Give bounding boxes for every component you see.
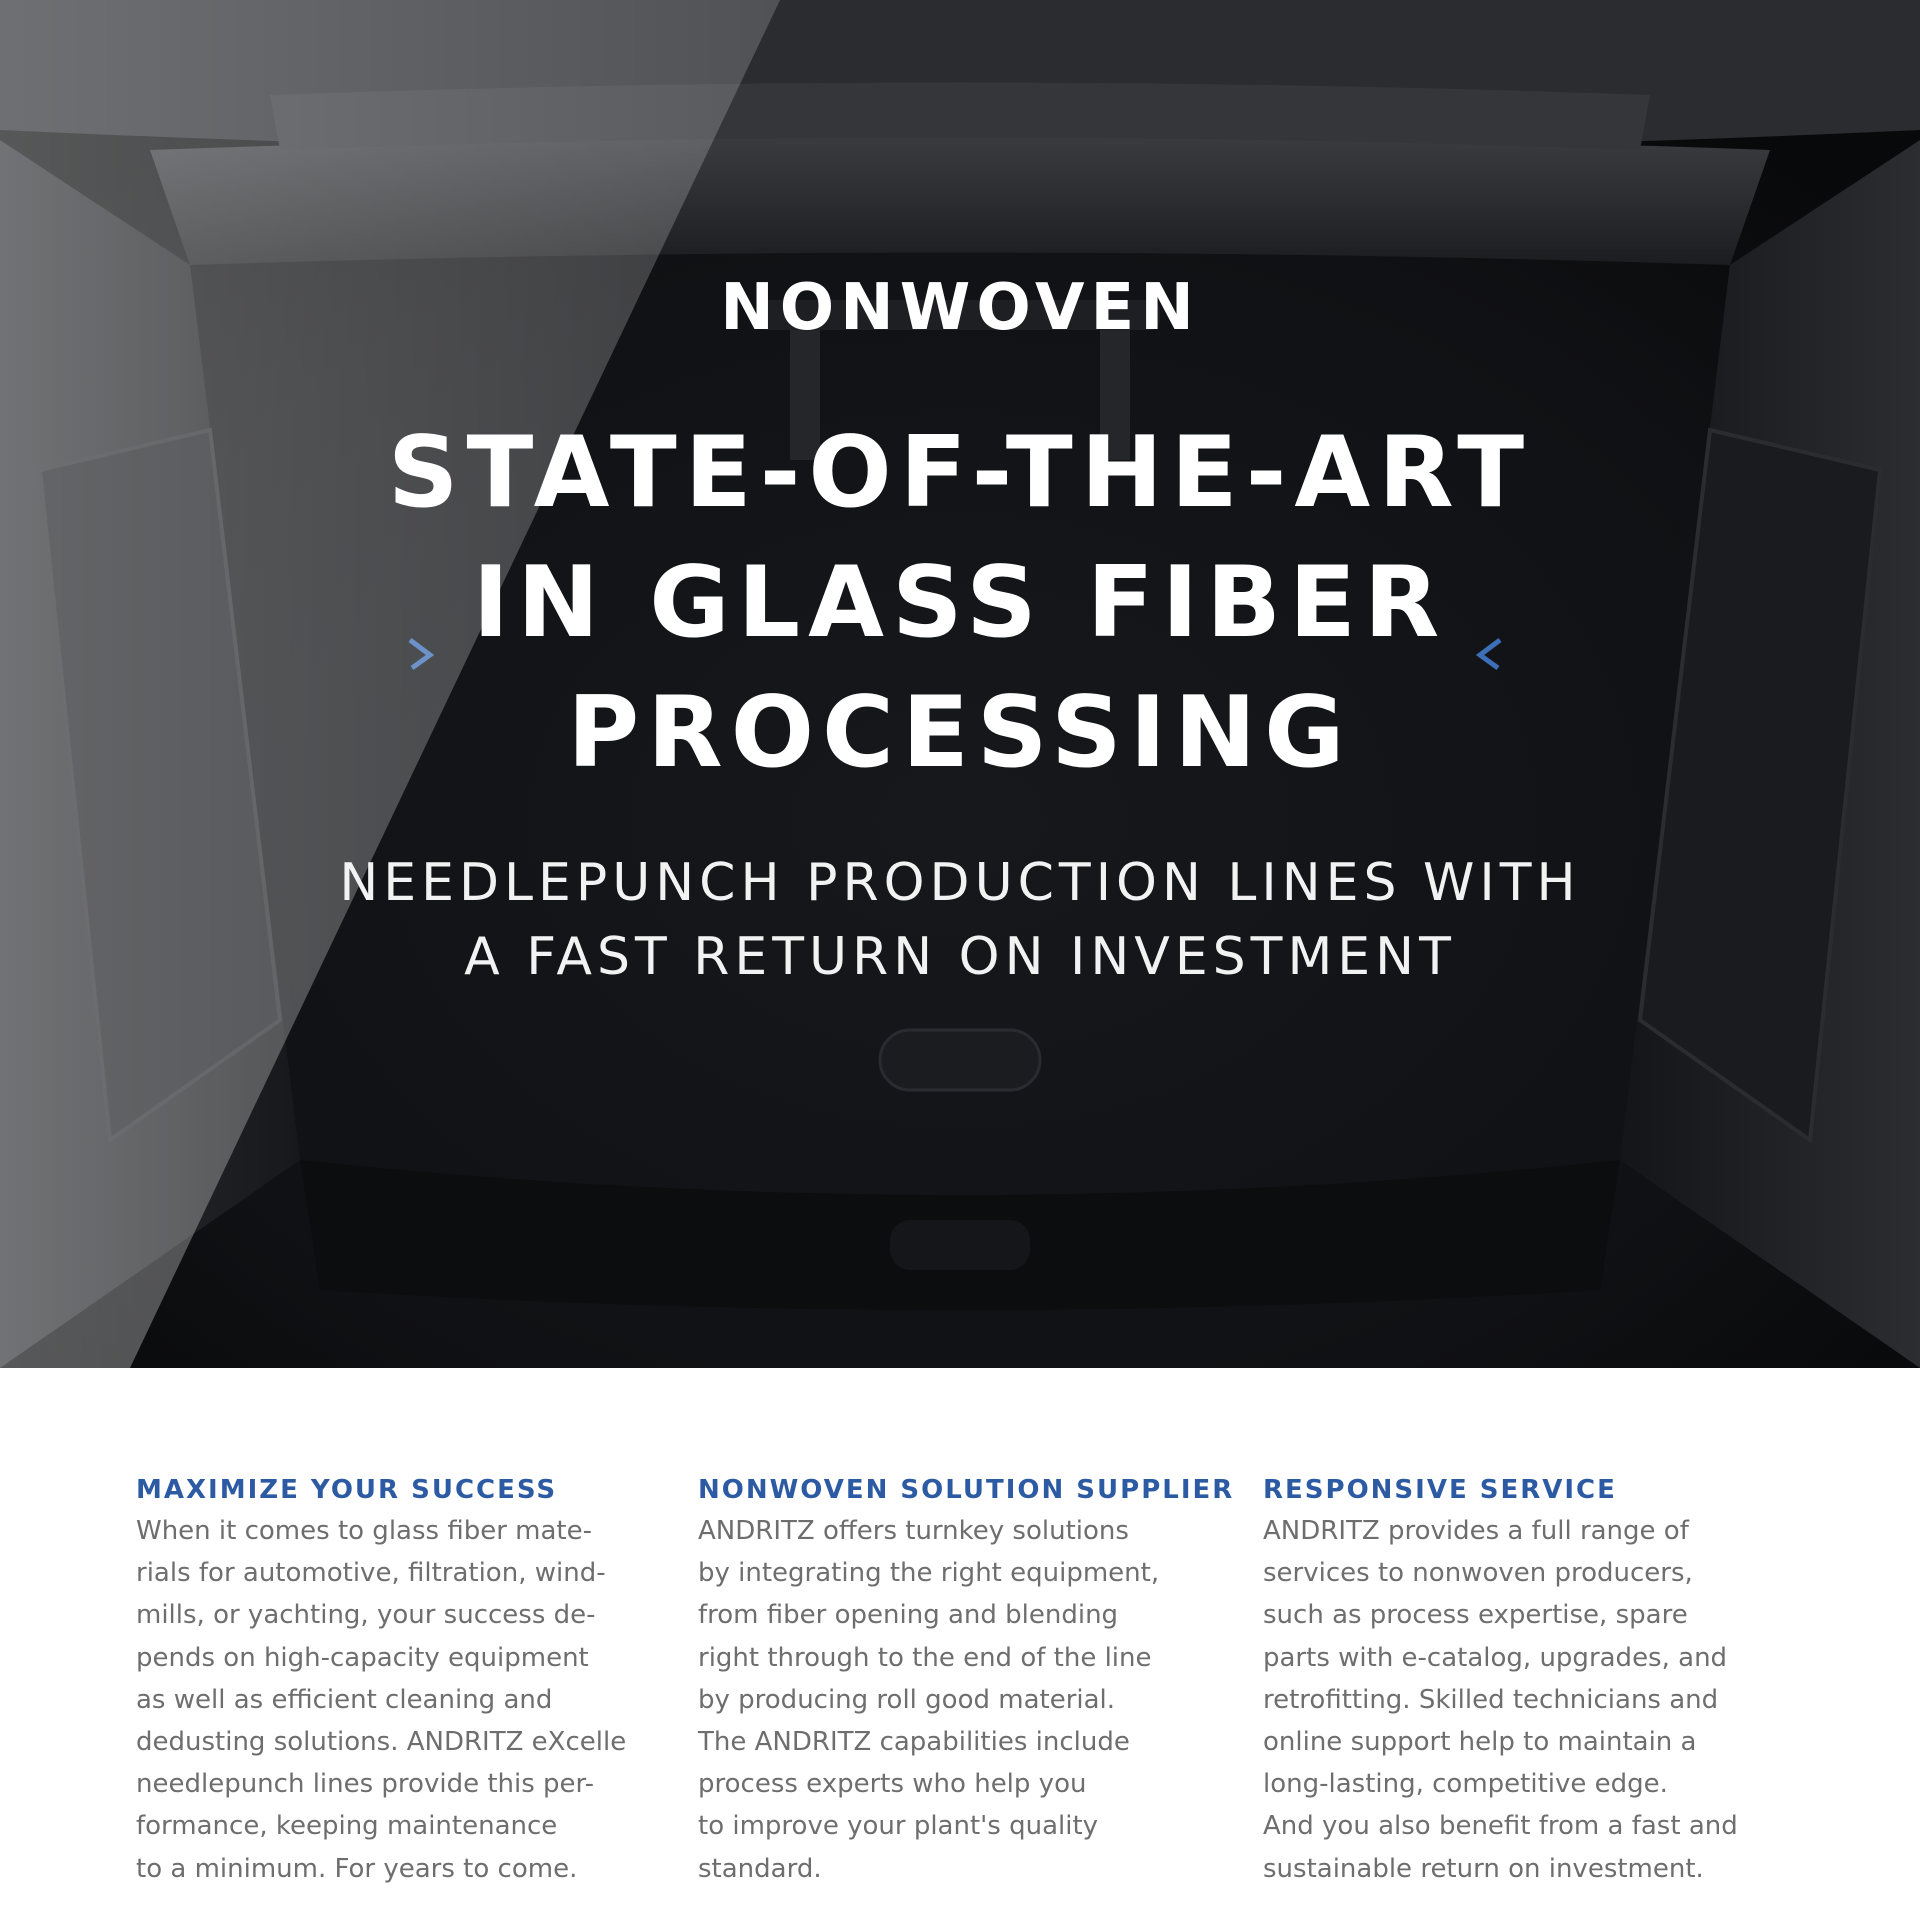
body-line: parts with e-catalog, upgrades, and <box>1263 1642 1728 1673</box>
feature-columns <box>136 1470 1796 1890</box>
column-title: RESPONSIVE SERVICE <box>1263 1475 1617 1505</box>
body-line: to improve your plant's quality <box>698 1811 1099 1842</box>
body-line: by integrating the right equipment, <box>698 1558 1160 1589</box>
body-line: formance, keeping maintenance <box>136 1811 558 1842</box>
body-line: services to nonwoven producers, <box>1263 1558 1693 1589</box>
page-headline <box>0 408 1920 798</box>
feature-column-maximize-success <box>136 1470 666 1890</box>
body-line: ANDRITZ offers turnkey solutions <box>698 1516 1129 1546</box>
body-line: dedusting solutions. ANDRITZ eXcelle <box>136 1727 627 1758</box>
body-line: mills, or yachting, your success de- <box>136 1600 596 1631</box>
body-line: sustainable return on investment. <box>1263 1853 1704 1884</box>
body-line: to a minimum. For years to come. <box>136 1853 578 1884</box>
headline-line: STATE-OF-THE-ART <box>387 416 1533 530</box>
column-title: NONWOVEN SOLUTION SUPPLIER <box>698 1475 1235 1505</box>
body-line: process experts who help you <box>698 1769 1087 1800</box>
body-line: online support help to maintain a <box>1263 1727 1697 1758</box>
feature-column-solution-supplier <box>698 1470 1235 1890</box>
body-line: long-lasting, competitive edge. <box>1263 1769 1668 1800</box>
body-line: And you also benefit from a fast and <box>1263 1811 1738 1842</box>
body-line: pends on high-capacity equipment <box>136 1642 589 1673</box>
headline-line: IN GLASS FIBER <box>472 546 1448 660</box>
body-line: needlepunch lines provide this per- <box>136 1769 594 1800</box>
body-line: standard. <box>698 1853 822 1884</box>
column-title: MAXIMIZE YOUR SUCCESS <box>136 1475 558 1505</box>
column-body <box>1263 1510 1796 1890</box>
body-line: as well as efficient cleaning and <box>136 1684 553 1715</box>
column-body <box>698 1510 1218 1890</box>
body-line: retrofitting. Skilled technicians and <box>1263 1684 1719 1715</box>
body-line: such as process expertise, spare <box>1263 1600 1688 1631</box>
column-body <box>136 1510 666 1890</box>
headline-line: PROCESSING <box>567 676 1353 790</box>
subheadline-line: A FAST RETURN ON INVESTMENT <box>464 927 1456 987</box>
body-line: right through to the end of the line <box>698 1642 1152 1673</box>
body-line: from fiber opening and blending <box>698 1600 1119 1631</box>
body-line: When it comes to glass fiber mate- <box>136 1516 592 1546</box>
body-line: The ANDRITZ capabilities include <box>698 1727 1130 1758</box>
body-line: ANDRITZ provides a full range of <box>1263 1516 1689 1546</box>
body-line: rials for automotive, filtration, wind- <box>136 1558 606 1589</box>
feature-column-responsive-service <box>1263 1470 1796 1890</box>
subheadline-line: NEEDLEPUNCH PRODUCTION LINES WITH <box>339 853 1581 913</box>
category-label: NONWOVEN <box>720 271 1200 345</box>
page-subheadline <box>0 846 1920 994</box>
body-line: by producing roll good material. <box>698 1684 1116 1715</box>
